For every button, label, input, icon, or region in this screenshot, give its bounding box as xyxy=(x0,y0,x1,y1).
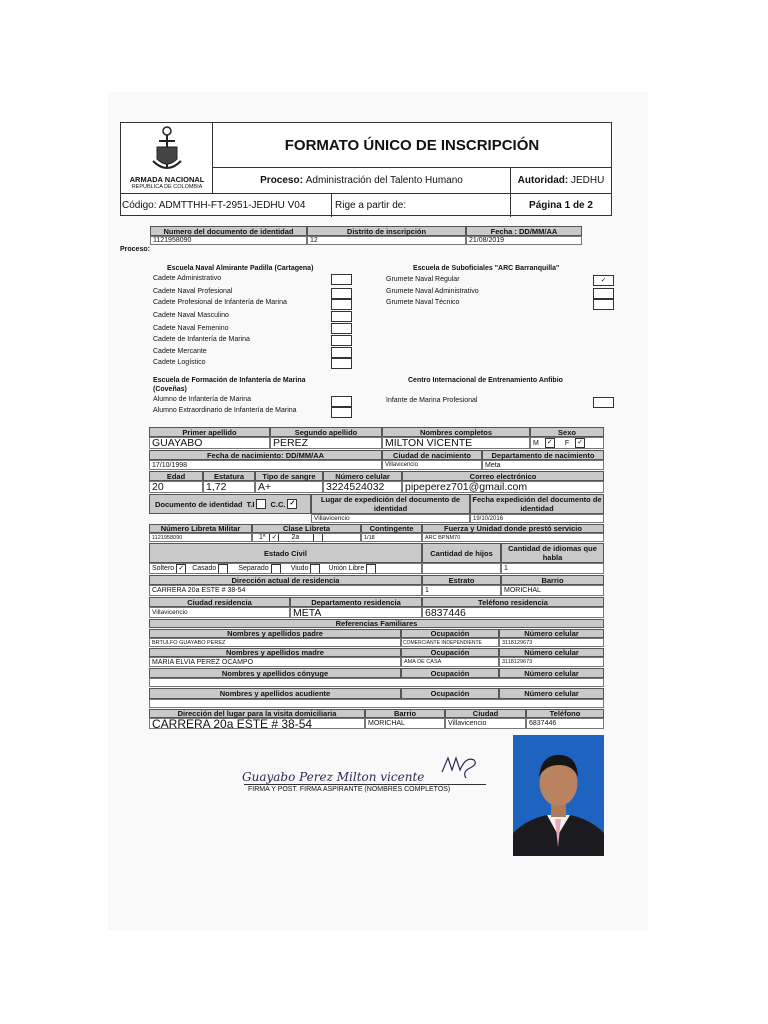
padre-header: Nombres y apellidos padre xyxy=(149,629,401,638)
authority-label: Autoridad: xyxy=(517,174,569,186)
option-label: Cadete Naval Femenino xyxy=(153,325,229,332)
ti-checkbox[interactable] xyxy=(256,499,266,509)
direccion-header: Dirección actual de residencia xyxy=(149,575,422,585)
option-label: Cadete Logístico xyxy=(153,359,206,366)
option-label: Cadete Naval Masculino xyxy=(153,312,229,319)
option-label: Cadete Profesional de Infantería de Marina xyxy=(153,299,287,306)
primer-apellido-header: Primer apellido xyxy=(149,427,270,437)
estatura-header: Estatura xyxy=(203,471,255,481)
doc-identidad-label: Documento de identidad xyxy=(155,499,243,509)
acudiente-header: Nombres y apellidos acudiente xyxy=(149,688,401,699)
doc-number-value: 1121958090 xyxy=(150,236,307,245)
ocup-madre-header: Ocupación xyxy=(401,648,499,657)
portrait-icon xyxy=(513,735,604,856)
contingente-header: Contingente xyxy=(361,524,422,533)
ciudad-nac-value: Villavicencio xyxy=(382,460,482,470)
civil-union-checkbox[interactable] xyxy=(366,564,376,574)
tel-res-header: Teléfono residencia xyxy=(422,597,604,607)
depto-nac-header: Departamento de nacimiento xyxy=(482,450,604,460)
lugar-exp-value: Villavicencio xyxy=(311,514,470,523)
civil-viudo-checkbox[interactable] xyxy=(310,564,320,574)
correo-value: pipeperez701@gmail.com xyxy=(402,481,604,493)
civil-soltero-label: Soltero xyxy=(152,565,175,572)
depto-nac-value: Meta xyxy=(482,460,604,470)
org-subtitle: REPUBLICA DE COLOMBIA xyxy=(131,184,203,190)
visita-tel-value: 6837446 xyxy=(526,718,604,729)
visita-barrio-value: MORICHAL xyxy=(365,718,445,729)
padilla-checkbox[interactable] xyxy=(331,299,352,310)
cel-acudiente-header: Número celular xyxy=(499,688,604,699)
padilla-checkbox[interactable] xyxy=(331,335,352,346)
district-header: Distrito de inscripción xyxy=(307,226,466,236)
org-name: ARMADA NACIONAL xyxy=(129,175,205,184)
civil-separado-checkbox[interactable] xyxy=(271,564,281,574)
visita-dir-header: Dirección del lugar para la visita domiciliaria xyxy=(149,709,365,718)
clase-2-checkbox[interactable] xyxy=(313,533,323,542)
date-value: 21/08/2019 xyxy=(466,236,582,245)
sexo-m-checkbox[interactable]: ✓ xyxy=(545,438,555,448)
barrio-header: Barrio xyxy=(501,575,604,585)
padilla-checkbox[interactable] xyxy=(331,347,352,358)
fuerza-header: Fuerza y Unidad donde prestó servicio xyxy=(422,524,604,533)
form-header xyxy=(120,122,612,216)
sexo-f-label: F xyxy=(564,439,570,447)
fecha-exp-header: Fecha expedición del documento de identidad xyxy=(470,494,604,514)
padilla-title: Escuela Naval Almirante Padilla (Cartagena) xyxy=(167,265,314,272)
visita-barrio-header: Barrio xyxy=(365,709,445,718)
civil-casado-checkbox[interactable] xyxy=(218,564,228,574)
proceso-label: Proceso: xyxy=(120,246,150,253)
padre-value: BRTULFO GUAYABO PEREZ xyxy=(149,638,401,647)
clase-2-label: 2a xyxy=(291,534,300,541)
sangre-value: A+ xyxy=(255,481,323,493)
option-label: Cadete de Infantería de Marina xyxy=(153,336,250,343)
primer-apellido-value: GUAYABO xyxy=(149,437,270,449)
signature-line xyxy=(244,784,486,785)
acudiente-value xyxy=(149,699,604,708)
padilla-checkbox[interactable] xyxy=(331,288,352,299)
madre-value: MARIA ELVIA PEREZ OCAMPO xyxy=(149,657,401,667)
cel-padre-header: Número celular xyxy=(499,629,604,638)
civil-viudo-label: Viudo xyxy=(290,565,309,572)
sexo-cell xyxy=(530,437,604,449)
option-label: Alumno de Infantería de Marina xyxy=(153,396,252,403)
direccion-value: CARRERA 20a ESTE # 38-54 xyxy=(149,585,422,596)
padilla-checkbox[interactable] xyxy=(331,311,352,322)
clase-1-checkbox[interactable]: ✓ xyxy=(269,533,279,542)
cc-label: C.C. xyxy=(270,499,286,509)
civil-union-label: Unión Libre xyxy=(328,565,365,572)
padilla-checkbox[interactable] xyxy=(331,358,352,369)
segundo-apellido-value: PEREZ xyxy=(270,437,382,449)
applicant-photo xyxy=(513,735,604,856)
page-number: Página 1 de 2 xyxy=(529,200,593,211)
covenas-title-2: (Coveñas) xyxy=(153,386,187,393)
process-label: Proceso: xyxy=(260,174,303,186)
ocup-acudiente-header: Ocupación xyxy=(401,688,499,699)
nombres-header: Nombres completos xyxy=(382,427,530,437)
covenas-title: Escuela de Formación de Infantería de Marina xyxy=(153,377,306,384)
centro-checkbox[interactable] xyxy=(593,397,614,408)
covenas-checkbox[interactable] xyxy=(331,407,352,418)
estatura-value: 1,72 xyxy=(203,481,255,493)
ocup-conyuge-header: Ocupación xyxy=(401,668,499,678)
option-label: Alumno Extraordinario de Infantería de Marina xyxy=(153,407,297,414)
form-code: Código: ADMTTHH-FT-2951-JEDHU V04 xyxy=(121,194,332,217)
navy-logo xyxy=(121,123,213,193)
arc-checkbox[interactable] xyxy=(593,299,614,310)
process-value: Administración del Talento Humano xyxy=(305,174,463,186)
fecha-nac-header: Fecha de nacimiento: DD/MM/AA xyxy=(149,450,382,460)
conyuge-header: Nombres y apellidos cónyuge xyxy=(149,668,401,678)
authority-value: JEDHU xyxy=(570,174,605,186)
estado-civil-cell xyxy=(149,563,422,574)
clase-libreta-header: Clase Libreta xyxy=(252,524,361,533)
option-label: Cadete Naval Profesional xyxy=(153,288,233,295)
civil-soltero-checkbox[interactable]: ✓ xyxy=(176,564,186,574)
padilla-checkbox[interactable] xyxy=(331,274,352,285)
fecha-nac-value: 17/10/1998 xyxy=(149,460,382,470)
idiomas-header: Cantidad de idiomas que habla xyxy=(501,543,604,563)
sexo-f-checkbox[interactable]: ✓ xyxy=(575,438,585,448)
process-field xyxy=(213,167,511,193)
cel-conyuge-header: Número celular xyxy=(499,668,604,678)
district-value: 12 xyxy=(307,236,466,245)
hijos-value xyxy=(422,563,501,574)
celular-value: 3224524032 xyxy=(323,481,402,493)
option-label: Infante de Marina Profesional xyxy=(386,397,478,404)
form-title: FORMATO ÚNICO DE INSCRIPCIÓN xyxy=(213,123,611,168)
sexo-m-label: M xyxy=(533,439,539,447)
correo-header: Correo electrónico xyxy=(402,471,604,481)
libreta-header: Número Libreta Militar xyxy=(149,524,252,533)
depto-res-header: Departamento residencia xyxy=(290,597,422,607)
idiomas-value: 1 xyxy=(501,563,604,574)
option-label: Cadete Mercante xyxy=(153,348,207,355)
clase-libreta-cell xyxy=(252,533,361,542)
option-label: Grumete Naval Regular xyxy=(386,276,460,283)
hijos-header: Cantidad de hijos xyxy=(422,543,501,563)
cc-checkbox[interactable]: ✓ xyxy=(287,499,297,509)
sangre-header: Tipo de sangre xyxy=(255,471,323,481)
signature-scribble-icon xyxy=(440,752,480,782)
civil-separado-label: Separado xyxy=(238,565,269,572)
cel-madre-header: Número celular xyxy=(499,648,604,657)
civil-casado-label: Casado xyxy=(192,565,217,572)
family-title: Referencias Familiares xyxy=(149,619,604,628)
centro-title: Centro Internacional de Entrenamiento Anfibio xyxy=(408,377,563,384)
ocup-padre-header: Ocupación xyxy=(401,629,499,638)
barrio-value: MORICHAL xyxy=(501,585,604,596)
effective-date-label: Rige a partir de: xyxy=(332,194,511,217)
segundo-apellido-header: Segundo apellido xyxy=(270,427,382,437)
covenas-checkbox[interactable] xyxy=(331,396,352,407)
padilla-checkbox[interactable] xyxy=(331,323,352,334)
ciudad-nac-header: Ciudad de nacimiento xyxy=(382,450,482,460)
date-header: Fecha : DD/MM/AA xyxy=(466,226,582,236)
edad-value: 20 xyxy=(149,481,203,493)
estrato-value: 1 xyxy=(422,585,501,596)
visita-dir-value: CARRERA 20a ESTE # 38-54 xyxy=(149,718,365,729)
contingente-value: 1/18 xyxy=(361,533,422,542)
sexo-header: Sexo xyxy=(530,427,604,437)
visita-ciudad-header: Ciudad xyxy=(445,709,526,718)
authority-field xyxy=(511,167,611,193)
option-label: Grumete Naval Administrativo xyxy=(386,288,479,295)
ti-label: T.I xyxy=(246,499,255,509)
option-label: Grumete Naval Técnico xyxy=(386,299,460,306)
conyuge-value xyxy=(149,678,604,687)
arc-checkbox-checked[interactable]: ✓ xyxy=(593,275,614,286)
celular-header: Número celular xyxy=(323,471,402,481)
header-code-row xyxy=(121,193,611,218)
madre-header: Nombres y apellidos madre xyxy=(149,648,401,657)
lugar-exp-header: Lugar de expedición del documento de identidad xyxy=(311,494,470,514)
fuerza-value: ARC BPNM70 xyxy=(422,533,604,542)
fecha-exp-value: 19/10/2016 xyxy=(470,514,604,523)
ocup-madre-value: AMA DE CASA xyxy=(401,657,499,667)
option-label: Cadete Administrativo xyxy=(153,275,222,282)
arc-checkbox[interactable] xyxy=(593,288,614,299)
clase-1-label: 1ª xyxy=(259,534,266,541)
estrato-header: Estrato xyxy=(422,575,501,585)
doc-number-header: Numero del documento de identidad xyxy=(150,226,307,236)
visita-ciudad-value: Villavicencio xyxy=(445,718,526,729)
cel-padre-value: 3118129673 xyxy=(499,638,604,647)
tel-res-value: 6837446 xyxy=(422,607,604,618)
ciudad-res-value: Villavicencio xyxy=(149,607,290,618)
depto-res-value: META xyxy=(290,607,422,618)
nombres-value: MILTON VICENTE xyxy=(382,437,530,449)
cel-madre-value: 3118129673 xyxy=(499,657,604,667)
ocup-padre-value: COMERCIANTE INDEPENDIENTE xyxy=(401,638,499,647)
ciudad-res-header: Ciudad residencia xyxy=(149,597,290,607)
edad-header: Edad xyxy=(149,471,203,481)
estado-civil-header: Estado Civil xyxy=(149,543,422,563)
handwritten-name: Guayabo Perez Milton vicente xyxy=(242,770,425,784)
visita-tel-header: Teléfono xyxy=(526,709,604,718)
libreta-value: 1121958090 xyxy=(149,533,252,542)
doc-identidad-header xyxy=(149,494,311,514)
arc-title: Escuela de Suboficiales "ARC Barranquilla" xyxy=(413,265,560,272)
signature-caption: FIRMA Y POST. FIRMA ASPIRANTE (NOMBRES COMPLETOS) xyxy=(248,786,451,793)
